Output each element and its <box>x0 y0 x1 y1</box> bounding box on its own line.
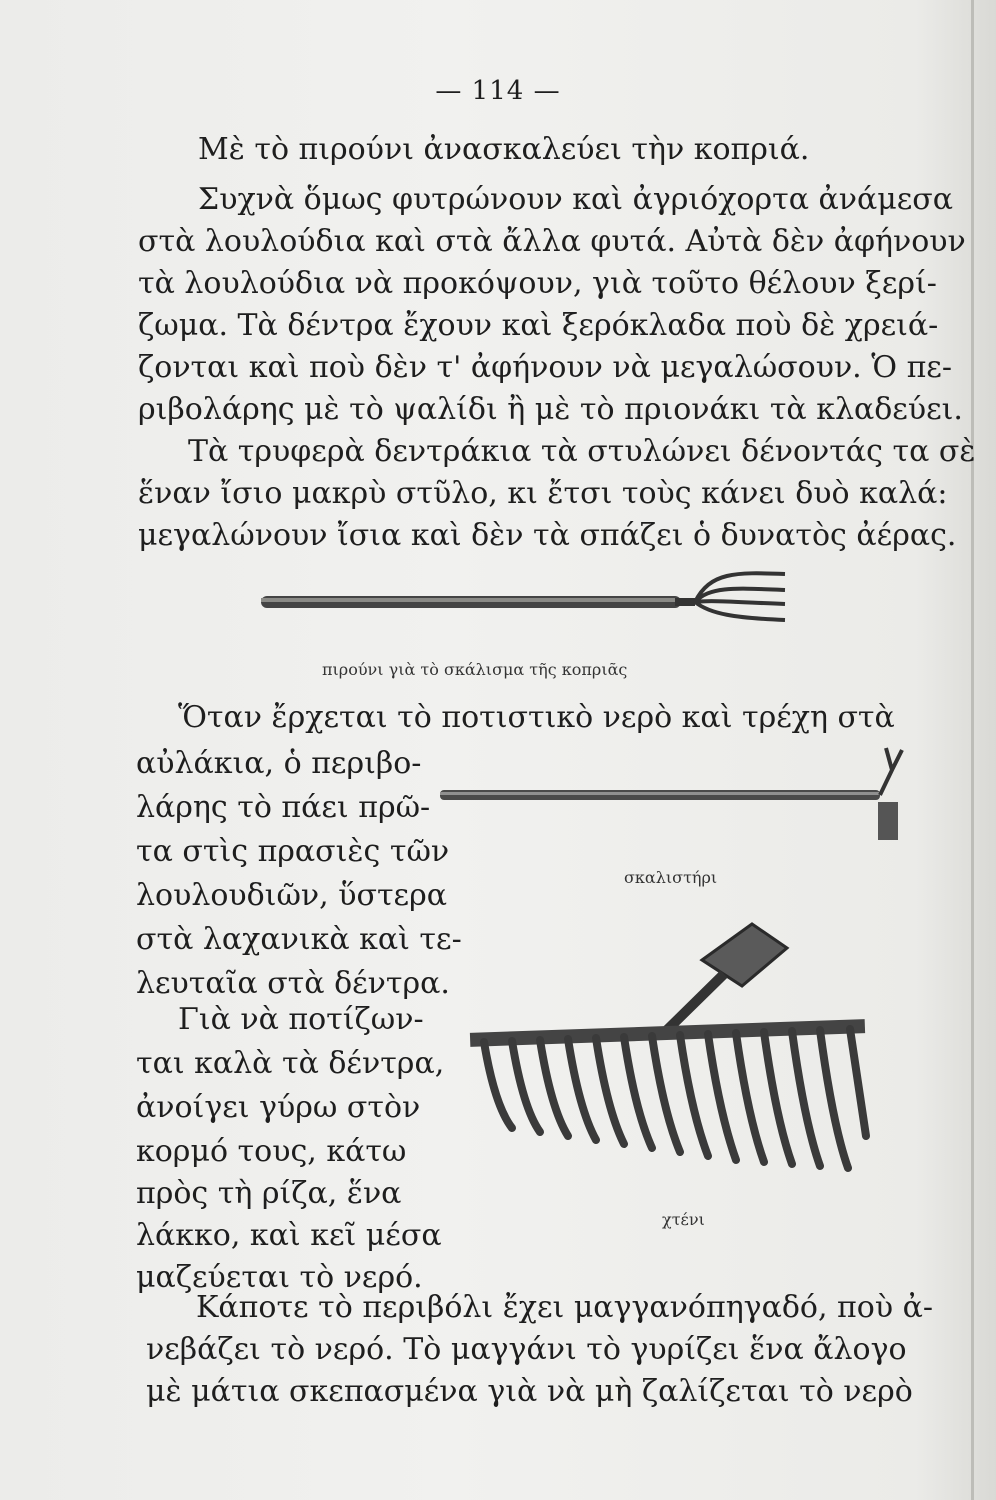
text-line: ζωμα. Τὰ δέντρα ἔχουν καὶ ξερόκλαδα ποὺ δὲ χρειά- <box>138 308 939 343</box>
pitchfork-illustration <box>255 560 795 630</box>
text-line: στὰ λαχανικὰ καὶ τε- <box>136 922 462 957</box>
text-line: λάρης τὸ πάει πρῶ- <box>136 790 431 825</box>
hoe-caption: σκαλιστήρι <box>624 868 718 887</box>
text-line: νεβάζει τὸ νερό. Τὸ μαγγάνι τὸ γυρίζει ἕνα ἄλογο <box>146 1332 907 1367</box>
rake-teeth <box>484 1029 866 1168</box>
hoe-fork-top <box>880 748 902 795</box>
hoe-illustration <box>440 740 920 850</box>
text-line: ται καλὰ τὰ δέντρα, <box>136 1046 445 1081</box>
text-line: Τὰ τρυφερὰ δεντράκια τὰ στυλώνει δένοντάς τα σὲ <box>188 434 976 469</box>
text-line: ζονται καὶ ποὺ δὲν τ' ἀφήνουν νὰ μεγαλώσουν. Ὁ πε- <box>138 350 952 385</box>
text-line: λουλουδιῶν, ὕστερα <box>136 878 447 913</box>
text-line: Ὅταν ἔρχεται τὸ ποτιστικὸ νερὸ καὶ τρέχη στὰ <box>178 700 895 735</box>
text-line: τὰ λουλούδια νὰ προκόψουν, γιὰ τοῦτο θέλουν ξερί- <box>138 266 937 301</box>
text-line: λάκκο, καὶ κεῖ μέσα <box>136 1218 442 1253</box>
hoe-blade <box>878 802 898 840</box>
text-line: μεγαλώνουν ἴσια καὶ δὲν τὰ σπάζει ὁ δυνατὸς ἀέρας. <box>138 518 957 553</box>
fork-tines <box>695 573 785 620</box>
text-line: Κάποτε τὸ περιβόλι ἔχει μαγγανόπηγαδό, ποὺ ἀ- <box>196 1290 934 1325</box>
text-line: κορμό τους, κάτω <box>136 1134 407 1169</box>
text-line: ἀνοίγει γύρω στὸν <box>136 1090 421 1125</box>
page-number: — 114 — <box>435 76 561 106</box>
text-line: αὐλάκια, ὁ περιβο- <box>136 746 422 781</box>
text-line: μὲ μάτια σκεπασμένα γιὰ νὰ μὴ ζαλίζεται τὸ νερὸ <box>146 1374 913 1409</box>
rake-illustration <box>462 900 882 1190</box>
text-line: Μὲ τὸ πιρούνι ἀνασκαλεύει τὴν κοπριά. <box>198 132 810 167</box>
text-line: Συχνὰ ὅμως φυτρώνουν καὶ ἀγριόχορτα ἀνάμεσα <box>198 182 954 217</box>
fork-caption: πιρούνι γιὰ τὸ σκάλισμα τῆς κοπριᾶς <box>322 660 628 679</box>
text-line: ριβολάρης μὲ τὸ ψαλίδι ἢ μὲ τὸ πριονάκι τὰ κλαδεύει. <box>138 392 963 427</box>
rake-caption: χτένι <box>662 1210 705 1229</box>
text-line: λευταῖα στὰ δέντρα. <box>136 966 450 1001</box>
text-line: τα στὶς πρασιὲς τῶν <box>136 834 450 869</box>
text-line: Γιὰ νὰ ποτίζων- <box>178 1002 424 1037</box>
text-line: πρὸς τὴ ρίζα, ἕνα <box>136 1176 402 1211</box>
rake-neck <box>667 974 724 1030</box>
text-line: ἕναν ἴσιο μακρὺ στῦλο, κι ἔτσι τοὺς κάνει δυὸ καλά: <box>138 476 948 511</box>
page-edge <box>971 0 974 1500</box>
text-line: μαζεύεται τὸ νερό. <box>136 1260 423 1295</box>
text-line: στὰ λουλούδια καὶ στὰ ἄλλα φυτά. Αὐτὰ δὲν ἀφήνουν <box>138 224 966 259</box>
